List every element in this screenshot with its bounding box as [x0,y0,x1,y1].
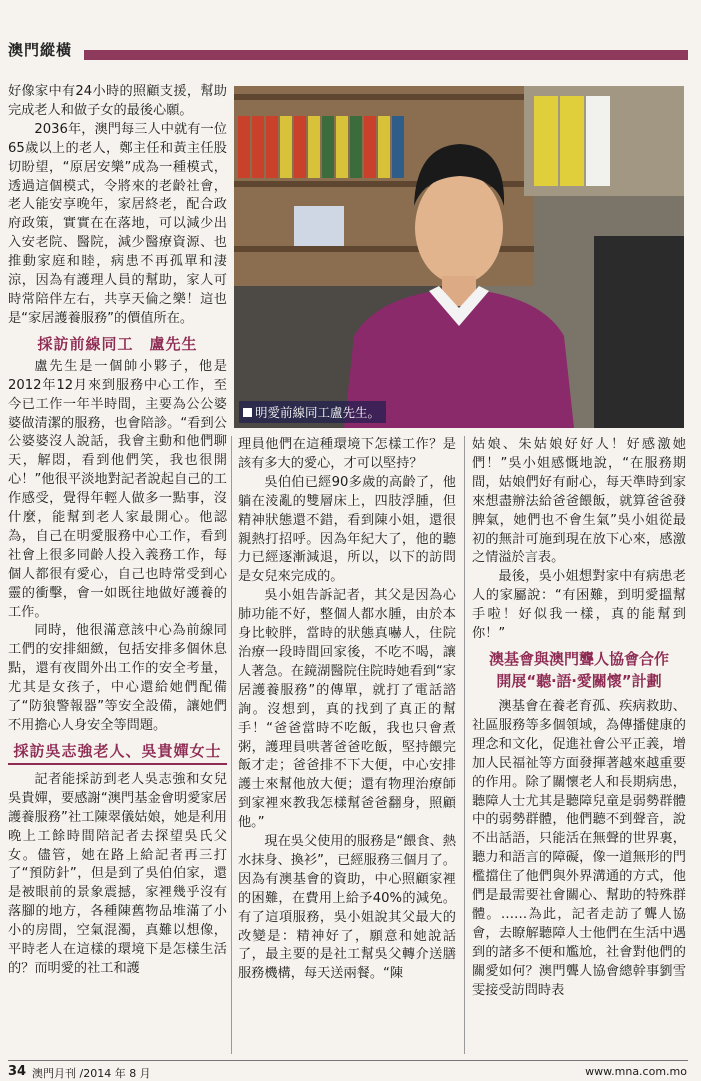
section-title: 澳門縱橫 [8,41,73,59]
paragraph: 同時，他很滿意該中心為前線同工們的安排細緻，包括安排多個休息點，還有夜間外出工作的安全考量，尤其是女孩子，中心還給她們配備了“防狼警報器”等安全設備，讓她們不用擔心人身安全等問題。 [8,623,227,733]
paragraph: 吳伯伯已經90多歲的高齡了，他躺在淩亂的雙層床上，四肢浮腫，但精神狀態還不錯，看到陳小姐，還很親熱打招呼。因為年紀大了，他的聽力已經逐漸減退，所以，以下的訪問是女兒來完成的。 [238,474,456,585]
page-header [0,38,701,60]
subheading-interview-elderly: 採訪吳志強老人、吳貴嬋女士 [8,741,227,765]
paragraph: 盧先生是一個帥小夥子，他是2012年12月來到服務中心工作，至今已工作一年半時間，主要為公公婆婆做清潔的服務，也會陪診。“看到公公婆婆沒人說話，我會主動和他們聊天，解悶，看到他們笑，我也很開心！”他很平淡地對記者說起自己的工作感受，覺得年輕人做多一點事，沒什麼，能幫到老人家最開心。他認為，自己在明愛服務中心工作，看到社會上很多同齡人投入義務工作，每個人都很有愛心，自己也時常受到心靈的衝擊，會一如既往地做好護養的工作。 [8,358,227,620]
paragraph: 最後，吳小姐想對家中有病患老人的家屬說：“有困難，到明愛搵幫手啦！好似我一樣，真的能幫到你！” [472,569,686,642]
column-2 [238,436,456,984]
column-divider [231,436,232,1054]
paragraph: 2036年，澳門每三人中就有一位65歲以上的老人，鄭主任和黃主任股切盼望，“原居安樂”成為一種模式，透過這個模式，令將來的老齡社會，老人能安享晚年，家居終老，配合政府政策，實實在在落地，可以減少出入安老院、醫院，減少醫療資源、也推動家庭和睦，病患不再孤單和淒涼，因為有護理人員的幫助，家人可時常陪伴左右，共享天倫之樂！這也是“家居護養服務”的價值所在。 [8,121,227,326]
page-number: 34 [8,1064,27,1079]
column-divider [464,436,465,1054]
paragraph: 澳基會在養老育孤、疾病救助、社區服務等多個領域，為傳播健康的理念和文化，促進社會公平正義，增加人民福祉等方面發揮著越來越重要的作用。除了關懷老人和長期病患，聽障人士尤其是聽障兒童是弱勢群體中的弱勢群體，他們聽不到聲音，說不出話語，只能活在無聲的世界裏，聽力和語言的障礙，像一道無形的門檻擋住了他們與外界溝通的方式，他們是最需要社會關心、幫助的特殊群體。……為此，記者走訪了聾人協會，去瞭解聽障人士他們在生活中遇到的諸多不便和尷尬，社會對他們的關愛如何？澳門聾人協會總幹事劉雪雯接受訪問時表 [472,698,686,998]
paragraph: 吳小姐告訴記者，其父是因為心肺功能不好，整個人都水腫，由於本身比較胖，當時的狀態真嚇人，住院治療一段時間回家後，不吃不喝，讓人著急。在鏡湖醫院住院時她看到“家居護養服務”的傳單，就打了電話諮詢。沒想到，真的找到了真正的幫手！“爸爸當時不吃飯，我也只會煮粥，護理員哄著爸爸吃飯，堅持餵完飯才走；爸爸排不下大便，中心安排護士來幫他放大便；還有物理治療師到家裡來教我怎樣幫爸爸翻身，照顧他。” [238,588,456,831]
column-1 [8,83,227,979]
caption-text: 明愛前線同工盧先生。 [255,405,381,420]
paragraph: 現在吳父使用的服務是“餵食、熱水抹身、換衫”，已經服務三個月了。因為有澳基會的資助，中心照顧家裡的困難，在費用上給予40%的減免。有了這項服務，吳小姐說其父最大的改變是：精神好了，願意和她說話了，最主要的是社工幫吳父轉介送膳服務機構，每天送兩餐。“陳 [238,834,456,982]
subheading-cooperation [472,648,686,692]
photo-caption [239,401,386,423]
header-accent-bar [84,50,688,60]
website-link[interactable]: www.mna.com.mo [585,1065,687,1078]
paragraph: 記者能採訪到老人吳志強和女兒吳貴嬋，要感謝“澳門基金會明愛家居護養服務”社工陳翠儀姑娘，她是利用晚上工餘時間陪記者去探望吳氏父女。儘管，她在路上給記者再三打了“預防針”，但是到了吳伯伯家，還是被眼前的景象震撼，家裡幾乎沒有落腳的地方，各種陳舊物品堆滿了小小的房間，空氣混濁，真難以想像，平時老人在這樣的環境下是怎樣生活的？而明愛的社工和護 [8,771,227,976]
page-footer [0,1060,701,1080]
photo-illustration [234,86,684,428]
subheading-line: 澳基會與澳門聾人協會合作 [488,649,669,668]
subheading-line: 開展“聽‧語‧愛關懷”計劃 [496,671,662,690]
footer-rule [8,1060,688,1061]
paragraph: 好像家中有24小時的照顧支援，幫助完成老人和做子女的最後心願。 [8,84,227,118]
interview-photo [234,86,684,428]
paragraph: 理員他們在這種環境下怎樣工作？是該有多大的愛心，才可以堅持？ [238,437,456,471]
magazine-issue: 澳門月刊 /2014 年 8 月 [32,1067,151,1080]
column-3 [472,436,686,1000]
subheading-interview-staff: 採訪前線同工 盧先生 [37,334,198,353]
paragraph: 姑娘、朱姑娘好好人！好感激她們！”吳小姐感慨地說，“在服務期間，姑娘們好有耐心，每天準時到家來想盡辦法給爸爸餵飯，就算爸爸發脾氣，她們也不會生氣”吳小姐從最初的無計可施到現在放下心來，感激之情溢於言表。 [472,437,686,566]
caption-square-icon [243,408,252,417]
